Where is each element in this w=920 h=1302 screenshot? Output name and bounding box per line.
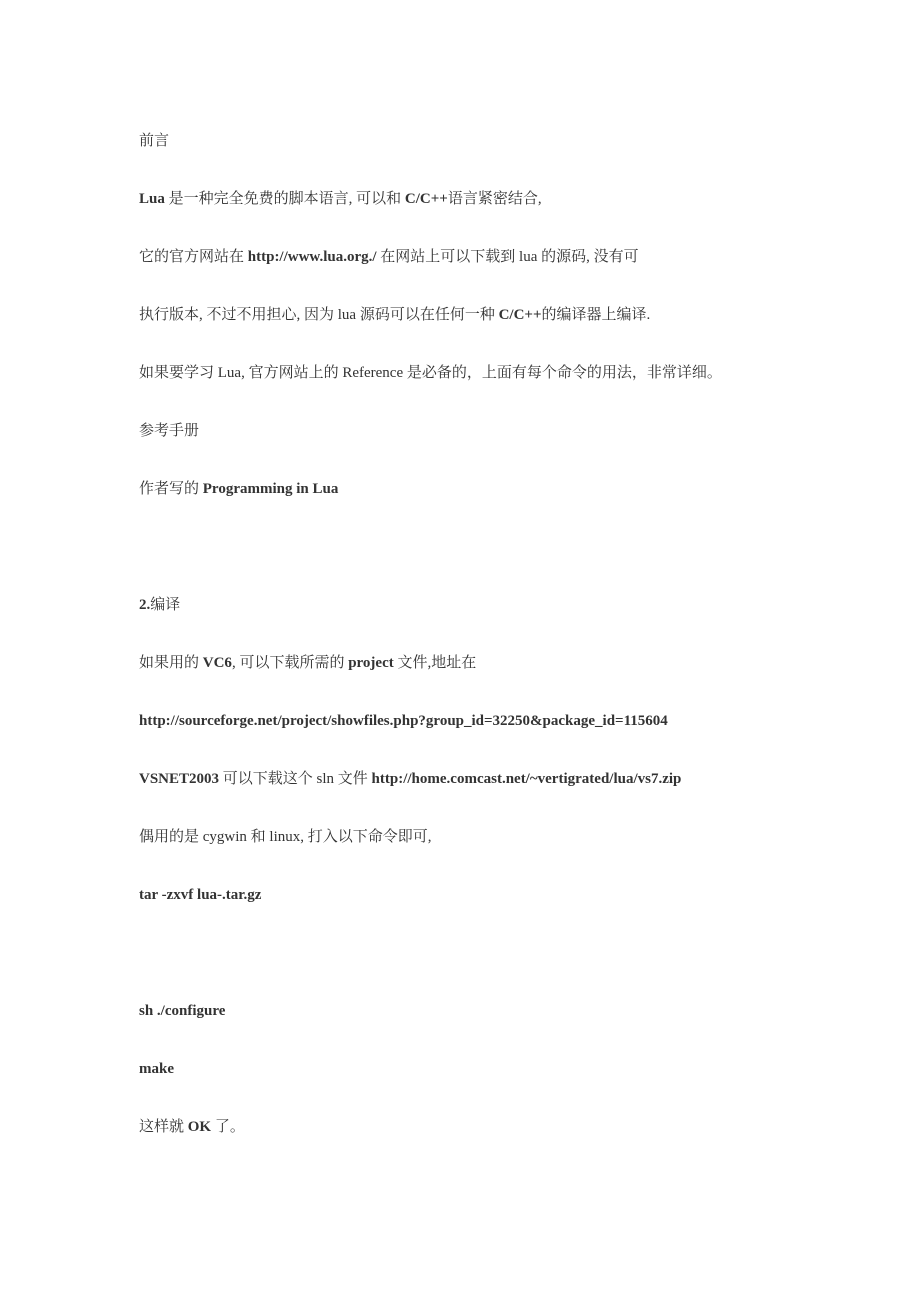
compile-text: 执行版本, 不过不用担心, 因为 lua 源码可以在任何一种 xyxy=(139,307,499,323)
site-text: 它的官方网站在 xyxy=(139,249,248,265)
done-text: 这样就 xyxy=(139,1119,188,1135)
section-title-text: 编译 xyxy=(150,597,181,613)
make-command: make xyxy=(139,1061,174,1077)
command-configure xyxy=(139,1001,225,1021)
lua-term: Lua xyxy=(139,191,165,207)
paragraph-done xyxy=(139,1117,245,1137)
command-make xyxy=(139,1059,174,1079)
sourceforge-url[interactable]: http://sourceforge.net/project/showfiles.php?group_id=32250&package_id=115604 xyxy=(139,713,668,729)
done-text-end: 了。 xyxy=(211,1119,245,1135)
paragraph-reference xyxy=(139,363,722,383)
reference-manual-item xyxy=(139,421,199,441)
vsnet-term: VSNET2003 xyxy=(139,771,220,787)
sourceforge-link[interactable] xyxy=(139,711,668,731)
cygwin-text: 偶用的是 cygwin 和 linux, 打入以下命令即可, xyxy=(139,829,432,845)
compile-text-end: 的编译器上编译. xyxy=(541,307,651,323)
preface-heading-text: 前言 xyxy=(139,133,170,149)
cpp-term: C/C++ xyxy=(404,191,448,207)
vc6-text: 如果用的 xyxy=(139,655,203,671)
reference-text: 如果要学习 Lua, 官方网站上的 Reference 是必备的，上面有每个命令的用法，非常详细。 xyxy=(139,365,722,381)
vs7-zip-link[interactable]: http://home.comcast.net/~vertigrated/lua/vs7.zip xyxy=(371,771,682,787)
paragraph-compile-note xyxy=(139,305,650,325)
configure-command: sh ./configure xyxy=(139,1003,226,1019)
tar-command: tar -zxvf lua-.tar.gz xyxy=(139,887,262,903)
command-tar xyxy=(139,885,261,905)
vsnet-text: 可以下载这个 sln 文件 xyxy=(219,771,372,787)
project-term: project xyxy=(348,655,394,671)
section-number: 2. xyxy=(139,597,151,613)
vc6-text-mid: , 可以下载所需的 xyxy=(231,655,349,671)
reference-manual-text: 参考手册 xyxy=(139,423,200,439)
intro-text-end: 语言紧密结合, xyxy=(447,191,542,207)
paragraph-vc6 xyxy=(139,653,476,673)
ok-term: OK xyxy=(187,1119,212,1135)
intro-text: 是一种完全免费的脚本语言, 可以和 xyxy=(164,191,405,207)
paragraph-official-site xyxy=(139,247,639,267)
vc6-term: VC6 xyxy=(202,655,232,671)
book-title: Programming in Lua xyxy=(202,481,339,497)
paragraph-lua-intro xyxy=(139,189,542,209)
lua-site-link[interactable]: http://www.lua.org./ xyxy=(247,249,377,265)
vc6-text-end: 文件,地址在 xyxy=(393,655,477,671)
site-text-end: 在网站上可以下载到 lua 的源码, 没有可 xyxy=(376,249,639,265)
paragraph-vsnet xyxy=(139,769,681,789)
preface-heading xyxy=(139,131,169,151)
programming-in-lua-item xyxy=(139,479,338,499)
cpp-term: C/C++ xyxy=(498,307,542,323)
author-text: 作者写的 xyxy=(139,481,203,497)
section-compile-title xyxy=(139,595,180,615)
paragraph-cygwin xyxy=(139,827,432,847)
